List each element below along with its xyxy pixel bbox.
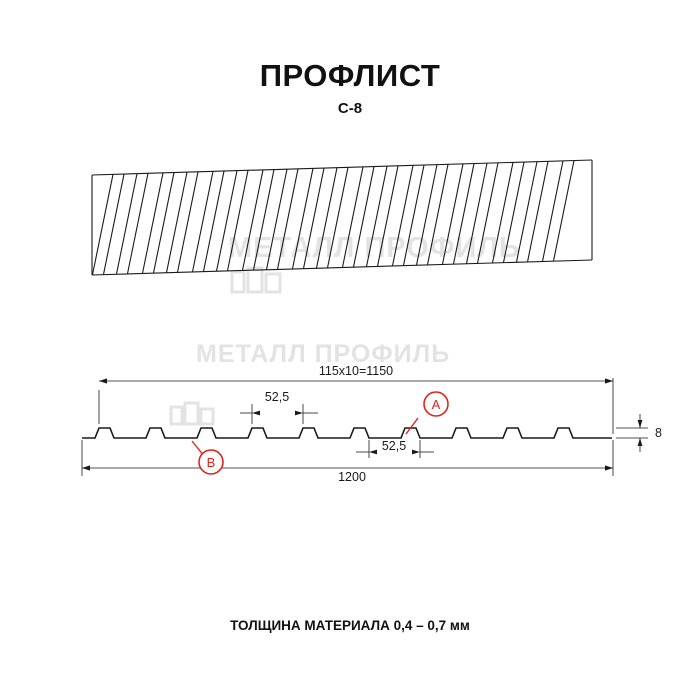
profile-model-label: С-8 bbox=[337, 100, 363, 117]
callout-a-label: A bbox=[431, 397, 441, 412]
watermark-text-bottom: МЕТАЛЛ ПРОФИЛЬ bbox=[196, 340, 451, 368]
watermark-text-top: МЕТАЛЛ ПРОФИЛЬ bbox=[228, 232, 521, 264]
dimension-pitch-top: 52,5 bbox=[264, 390, 290, 404]
page-title: ПРОФЛИСТ bbox=[259, 58, 441, 93]
dimension-pitch-bottom: 52,5 bbox=[381, 439, 407, 453]
dimension-overall-bottom: 1200 bbox=[338, 470, 366, 484]
callout-b-label: B bbox=[206, 455, 216, 470]
dimension-overall-top: 115х10=1150 bbox=[318, 364, 394, 378]
dimension-height: 8 bbox=[655, 426, 662, 440]
material-thickness-note: ТОЛЩИНА МАТЕРИАЛА 0,4 – 0,7 мм bbox=[230, 618, 470, 633]
